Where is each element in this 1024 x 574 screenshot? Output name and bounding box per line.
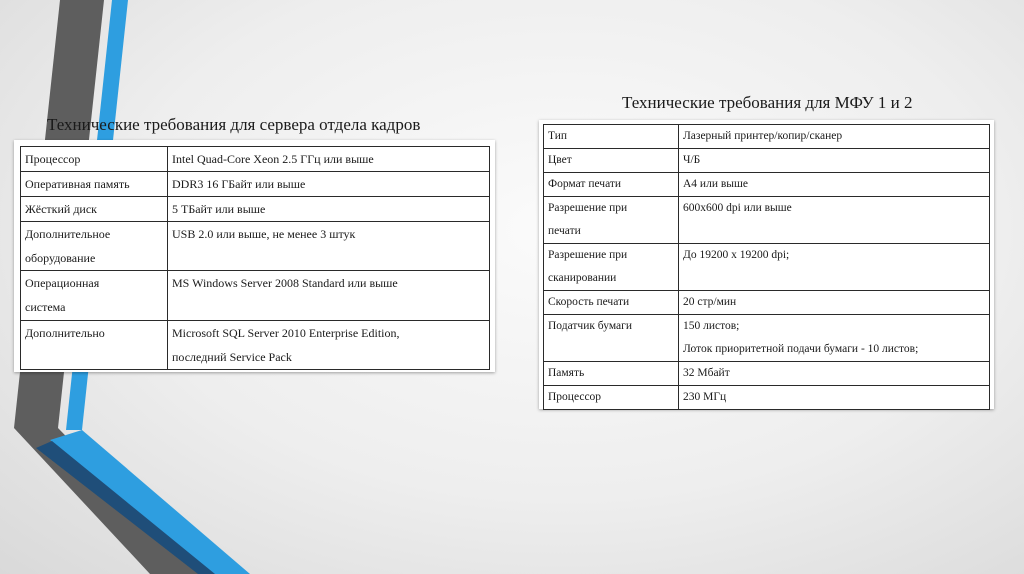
value-cell <box>168 172 490 197</box>
cell-text: Дополнительное <box>25 227 111 241</box>
table-row <box>21 172 490 197</box>
cell-text: Операционная <box>25 276 100 290</box>
cell-text: Лазерный принтер/копир/сканер <box>683 130 843 142</box>
value-cell <box>679 291 990 315</box>
cell-text: Intel Quad-Core Xeon 2.5 ГГц или выше <box>172 152 374 166</box>
value-cell <box>679 173 990 197</box>
value-cell <box>679 244 990 291</box>
table-row <box>544 125 990 149</box>
cell-text: 5 ТБайт или выше <box>172 202 266 216</box>
parameter-cell <box>21 271 168 321</box>
cell-text: Ч/Б <box>683 154 701 166</box>
cell-text: MS Windows Server 2008 Standard или выше <box>172 276 398 290</box>
parameter-cell <box>544 125 679 149</box>
table-row <box>544 315 990 362</box>
cell-text: печати <box>548 225 581 237</box>
value-cell <box>679 315 990 362</box>
value-cell <box>679 125 990 149</box>
cell-text: 600х600 dpi или выше <box>683 202 792 214</box>
table-row <box>544 386 990 410</box>
parameter-cell <box>544 362 679 386</box>
server-requirements-table <box>20 146 490 370</box>
cell-text: система <box>25 300 66 314</box>
table-row <box>544 362 990 386</box>
cell-text: Разрешение при <box>548 202 628 214</box>
cell-text: Цвет <box>548 154 572 166</box>
parameter-cell <box>544 173 679 197</box>
value-cell <box>679 386 990 410</box>
value-cell <box>168 197 490 222</box>
cell-text: Жёсткий диск <box>25 202 98 216</box>
cell-text: Податчик бумаги <box>548 320 632 332</box>
cell-text: Процессор <box>548 391 602 403</box>
mfu-requirements-title: Технические требования для МФУ 1 и 2 <box>622 93 913 112</box>
parameter-cell <box>21 321 168 370</box>
table-row <box>544 244 990 291</box>
cell-text: Формат печати <box>548 178 622 190</box>
parameter-cell <box>544 291 679 315</box>
parameter-cell <box>21 222 168 271</box>
cell-text: 230 МГц <box>683 391 727 403</box>
parameter-cell <box>544 244 679 291</box>
parameter-cell <box>544 315 679 362</box>
cell-text: Лоток приоритетной подачи бумаги - 10 листов; <box>683 343 919 355</box>
cell-text: DDR3 16 ГБайт или выше <box>172 177 306 191</box>
cell-text: Скорость печати <box>548 296 630 308</box>
value-cell <box>679 197 990 244</box>
parameter-cell <box>544 386 679 410</box>
cell-text: Разрешение при <box>548 249 628 261</box>
parameter-cell <box>21 172 168 197</box>
parameter-cell <box>544 197 679 244</box>
cell-text: А4 или выше <box>683 178 748 190</box>
cell-text: 20 стр/мин <box>683 296 737 308</box>
value-cell <box>168 222 490 271</box>
table-row <box>21 321 490 370</box>
table-row <box>544 197 990 244</box>
table-row <box>544 149 990 173</box>
dark-blue-stripe <box>36 441 215 574</box>
cell-text: USB 2.0 или выше, не менее 3 штук <box>172 227 356 241</box>
parameter-cell <box>21 147 168 172</box>
value-cell <box>168 147 490 172</box>
parameter-cell <box>544 149 679 173</box>
cell-text: последний Service Pack <box>172 350 292 364</box>
cell-text: Память <box>548 367 585 379</box>
value-cell <box>679 362 990 386</box>
mfu-requirements-panel <box>539 120 994 409</box>
parameter-cell <box>21 197 168 222</box>
cell-text: До 19200 х 19200 dpi; <box>683 249 790 261</box>
cell-text: Процессор <box>25 152 81 166</box>
table-row <box>21 197 490 222</box>
table-row <box>544 291 990 315</box>
value-cell <box>168 271 490 321</box>
server-requirements-panel <box>14 140 495 372</box>
server-requirements-title: Технические требования для сервера отдела кадров <box>47 115 421 134</box>
mfu-requirements-table <box>543 124 990 410</box>
table-row <box>21 147 490 172</box>
cell-text: оборудование <box>25 251 96 265</box>
table-row <box>21 271 490 321</box>
cell-text: 32 Мбайт <box>683 367 730 379</box>
table-row <box>21 222 490 271</box>
cell-text: Тип <box>548 130 568 142</box>
cell-text: сканировании <box>548 272 617 284</box>
value-cell <box>168 321 490 370</box>
cell-text: Оперативная память <box>25 177 130 191</box>
cell-text: 150 листов; <box>683 320 740 332</box>
cell-text: Microsoft SQL Server 2010 Enterprise Edition, <box>172 326 400 340</box>
cell-text: Дополнительно <box>25 326 105 340</box>
table-row <box>544 173 990 197</box>
value-cell <box>679 149 990 173</box>
